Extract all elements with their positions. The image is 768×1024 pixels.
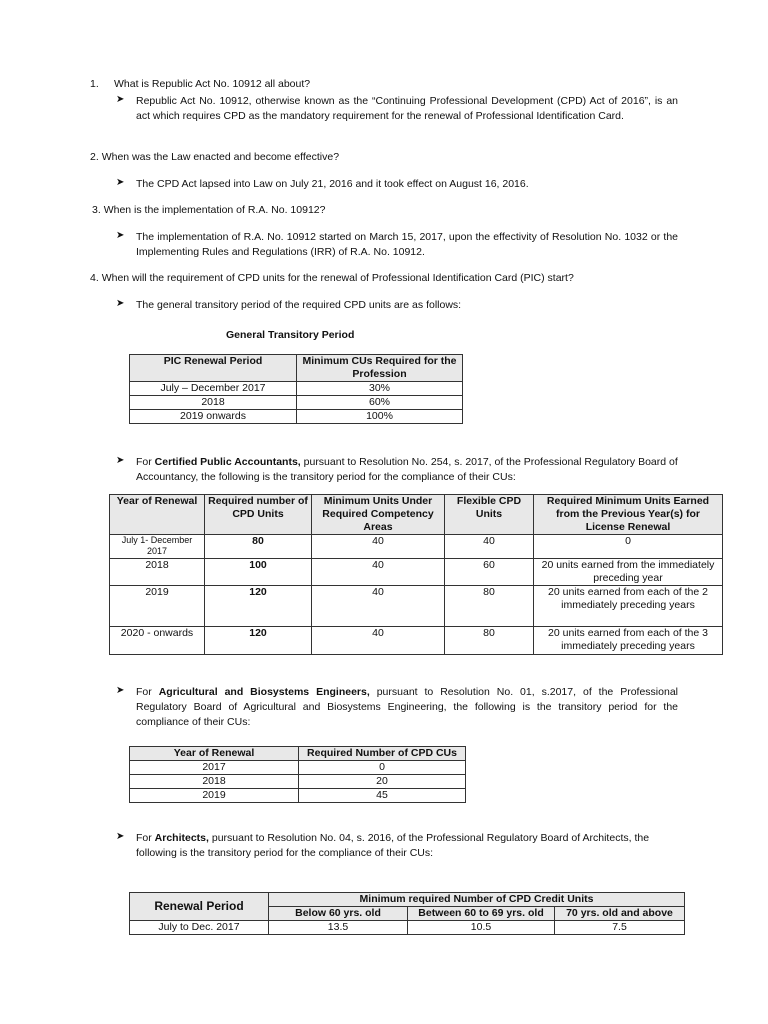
arrow-bullet-icon: ➤ — [116, 94, 125, 105]
table-cell: 2018 — [130, 775, 299, 789]
question-2 — [90, 151, 339, 163]
table-cell: 45 — [299, 789, 466, 803]
table-header: Renewal Period — [130, 893, 269, 921]
table-cell: 2019 — [110, 586, 205, 627]
question-4 — [90, 272, 574, 284]
answer-text: The general transitory period of the required CPD units are as follows: — [136, 299, 462, 311]
arrow-bullet-icon: ➤ — [116, 177, 125, 188]
table-header: Required Minimum Units Earned from the Previous Year(s) for License Renewal — [534, 495, 723, 535]
prefix: For — [136, 686, 159, 698]
table-cell: 2017 — [130, 761, 299, 775]
answer-text: The implementation of R.A. No. 10912 started on March 15, 2017, upon the effectivity of Resolution No. 1032 or the Implementing Rules and Regulations (IRR) of R.A. No. 10912. — [136, 231, 678, 258]
arrow-bullet-icon: ➤ — [116, 455, 125, 466]
table-cell: 7.5 — [555, 921, 685, 935]
table-header: Required Number of CPD CUs — [299, 747, 466, 761]
table-cell: 40 — [312, 535, 445, 559]
table-cell: 0 — [299, 761, 466, 775]
question-text: When was the Law enacted and become effective? — [101, 151, 340, 163]
arrow-bullet-icon: ➤ — [116, 685, 125, 696]
body: pursuant to Resolution No. 254, s. 2017, of the Professional Regulatory Board of Accountancy, the following is the transitory period for the compliance of their CUs: — [136, 456, 678, 483]
table-cell: 100% — [297, 410, 463, 424]
profession-name: Certified Public Accountants, — [154, 456, 301, 468]
table-cell: July 1- December 2017 — [110, 535, 205, 559]
table-cell: 40 — [312, 627, 445, 655]
table-subheader: 70 yrs. old and above — [555, 907, 685, 921]
prefix: For — [136, 456, 155, 468]
table-cell: 20 units earned from each of the 3 immediately preceding years — [534, 627, 723, 655]
table-cell: 80 — [445, 586, 534, 627]
table-caption: General Transitory Period — [226, 329, 355, 341]
table-cell: 10.5 — [408, 921, 555, 935]
table-cell: 20 — [299, 775, 466, 789]
profession-name: Architects, — [154, 832, 209, 844]
question-number: 3. — [92, 204, 101, 216]
question-text: What is Republic Act No. 10912 all about? — [114, 78, 311, 90]
table-cell: July – December 2017 — [130, 382, 297, 396]
question-number: 2. — [90, 151, 99, 163]
table-subheader: Between 60 to 69 yrs. old — [408, 907, 555, 921]
table-cell: 120 — [205, 586, 312, 627]
table-cell: 80 — [205, 535, 312, 559]
arch-table — [129, 892, 685, 935]
table-header: Required number of CPD Units — [205, 495, 312, 535]
question-1 — [90, 78, 310, 90]
table-cell: 80 — [445, 627, 534, 655]
question-3 — [92, 204, 325, 216]
question-number: 1. — [90, 78, 99, 90]
arrow-bullet-icon: ➤ — [116, 831, 125, 842]
question-text: When is the implementation of R.A. No. 10912? — [103, 204, 326, 216]
table-cell: 40 — [312, 586, 445, 627]
table-cell: 60 — [445, 559, 534, 586]
prefix: For — [136, 832, 155, 844]
general-transitory-table — [129, 354, 463, 424]
table-row — [110, 586, 723, 627]
cpa-text — [136, 455, 678, 485]
table-cell: 60% — [297, 396, 463, 410]
table-row — [110, 627, 723, 655]
answer-text: Republic Act No. 10912, otherwise known as the “Continuing Professional Development (CPD) Act of 2016”, is an act which requires CPD as the mandatory requirement for the renewal of Professional Identification Card. — [136, 95, 678, 122]
table-cell: 100 — [205, 559, 312, 586]
table-cell: 40 — [445, 535, 534, 559]
cpa-table — [109, 494, 723, 655]
table-header: Minimum CUs Required for the Profession — [297, 355, 463, 382]
arrow-bullet-icon: ➤ — [116, 298, 125, 309]
table-cell: 20 units earned from the immediately preceding year — [534, 559, 723, 586]
arrow-bullet-icon: ➤ — [116, 230, 125, 241]
table-cell: 2018 — [110, 559, 205, 586]
table-cell: 30% — [297, 382, 463, 396]
table-cell: 2020 - onwards — [110, 627, 205, 655]
table-header: Minimum required Number of CPD Credit Units — [269, 893, 685, 907]
table-header: Flexible CPD Units — [445, 495, 534, 535]
table-row — [130, 789, 466, 803]
abe-text — [136, 685, 678, 730]
table-header: Year of Renewal — [110, 495, 205, 535]
table-subheader: Below 60 yrs. old — [269, 907, 408, 921]
table-row — [130, 775, 466, 789]
table-cell: 2019 — [130, 789, 299, 803]
table-row — [110, 535, 723, 559]
table-row — [110, 559, 723, 586]
table-row — [130, 382, 463, 396]
table-row — [130, 761, 466, 775]
table-row — [130, 410, 463, 424]
profession-name: Agricultural and Biosystems Engineers, — [158, 686, 370, 698]
body: pursuant to Resolution No. 01, s.2017, of the Professional Regulatory Board of Agricultural and Biosystems Engineering, the following is the transitory period for the compliance of their CUs: — [136, 686, 678, 728]
body: pursuant to Resolution No. 04, s. 2016, of the Professional Regulatory Board of Architects, the following is the transitory period for the compliance of their CUs: — [136, 832, 650, 859]
table-cell: 20 units earned from each of the 2 immediately preceding years — [534, 586, 723, 627]
table-cell: 2019 onwards — [130, 410, 297, 424]
table-cell: 120 — [205, 627, 312, 655]
question-number: 4. — [90, 272, 99, 284]
table-cell: 13.5 — [269, 921, 408, 935]
abe-table — [129, 746, 466, 803]
table-header: Minimum Units Under Required Competency Areas — [312, 495, 445, 535]
table-cell: July to Dec. 2017 — [130, 921, 269, 935]
table-cell: 2018 — [130, 396, 297, 410]
arch-text — [136, 831, 678, 861]
table-header: Year of Renewal — [130, 747, 299, 761]
table-cell: 0 — [534, 535, 723, 559]
table-row — [130, 921, 685, 935]
table-row — [130, 396, 463, 410]
answer-text: The CPD Act lapsed into Law on July 21, 2016 and it took effect on August 16, 2016. — [136, 178, 529, 190]
table-cell: 40 — [312, 559, 445, 586]
table-header: PIC Renewal Period — [130, 355, 297, 382]
question-text: When will the requirement of CPD units for the renewal of Professional Identification Card (PIC) start? — [101, 272, 574, 284]
